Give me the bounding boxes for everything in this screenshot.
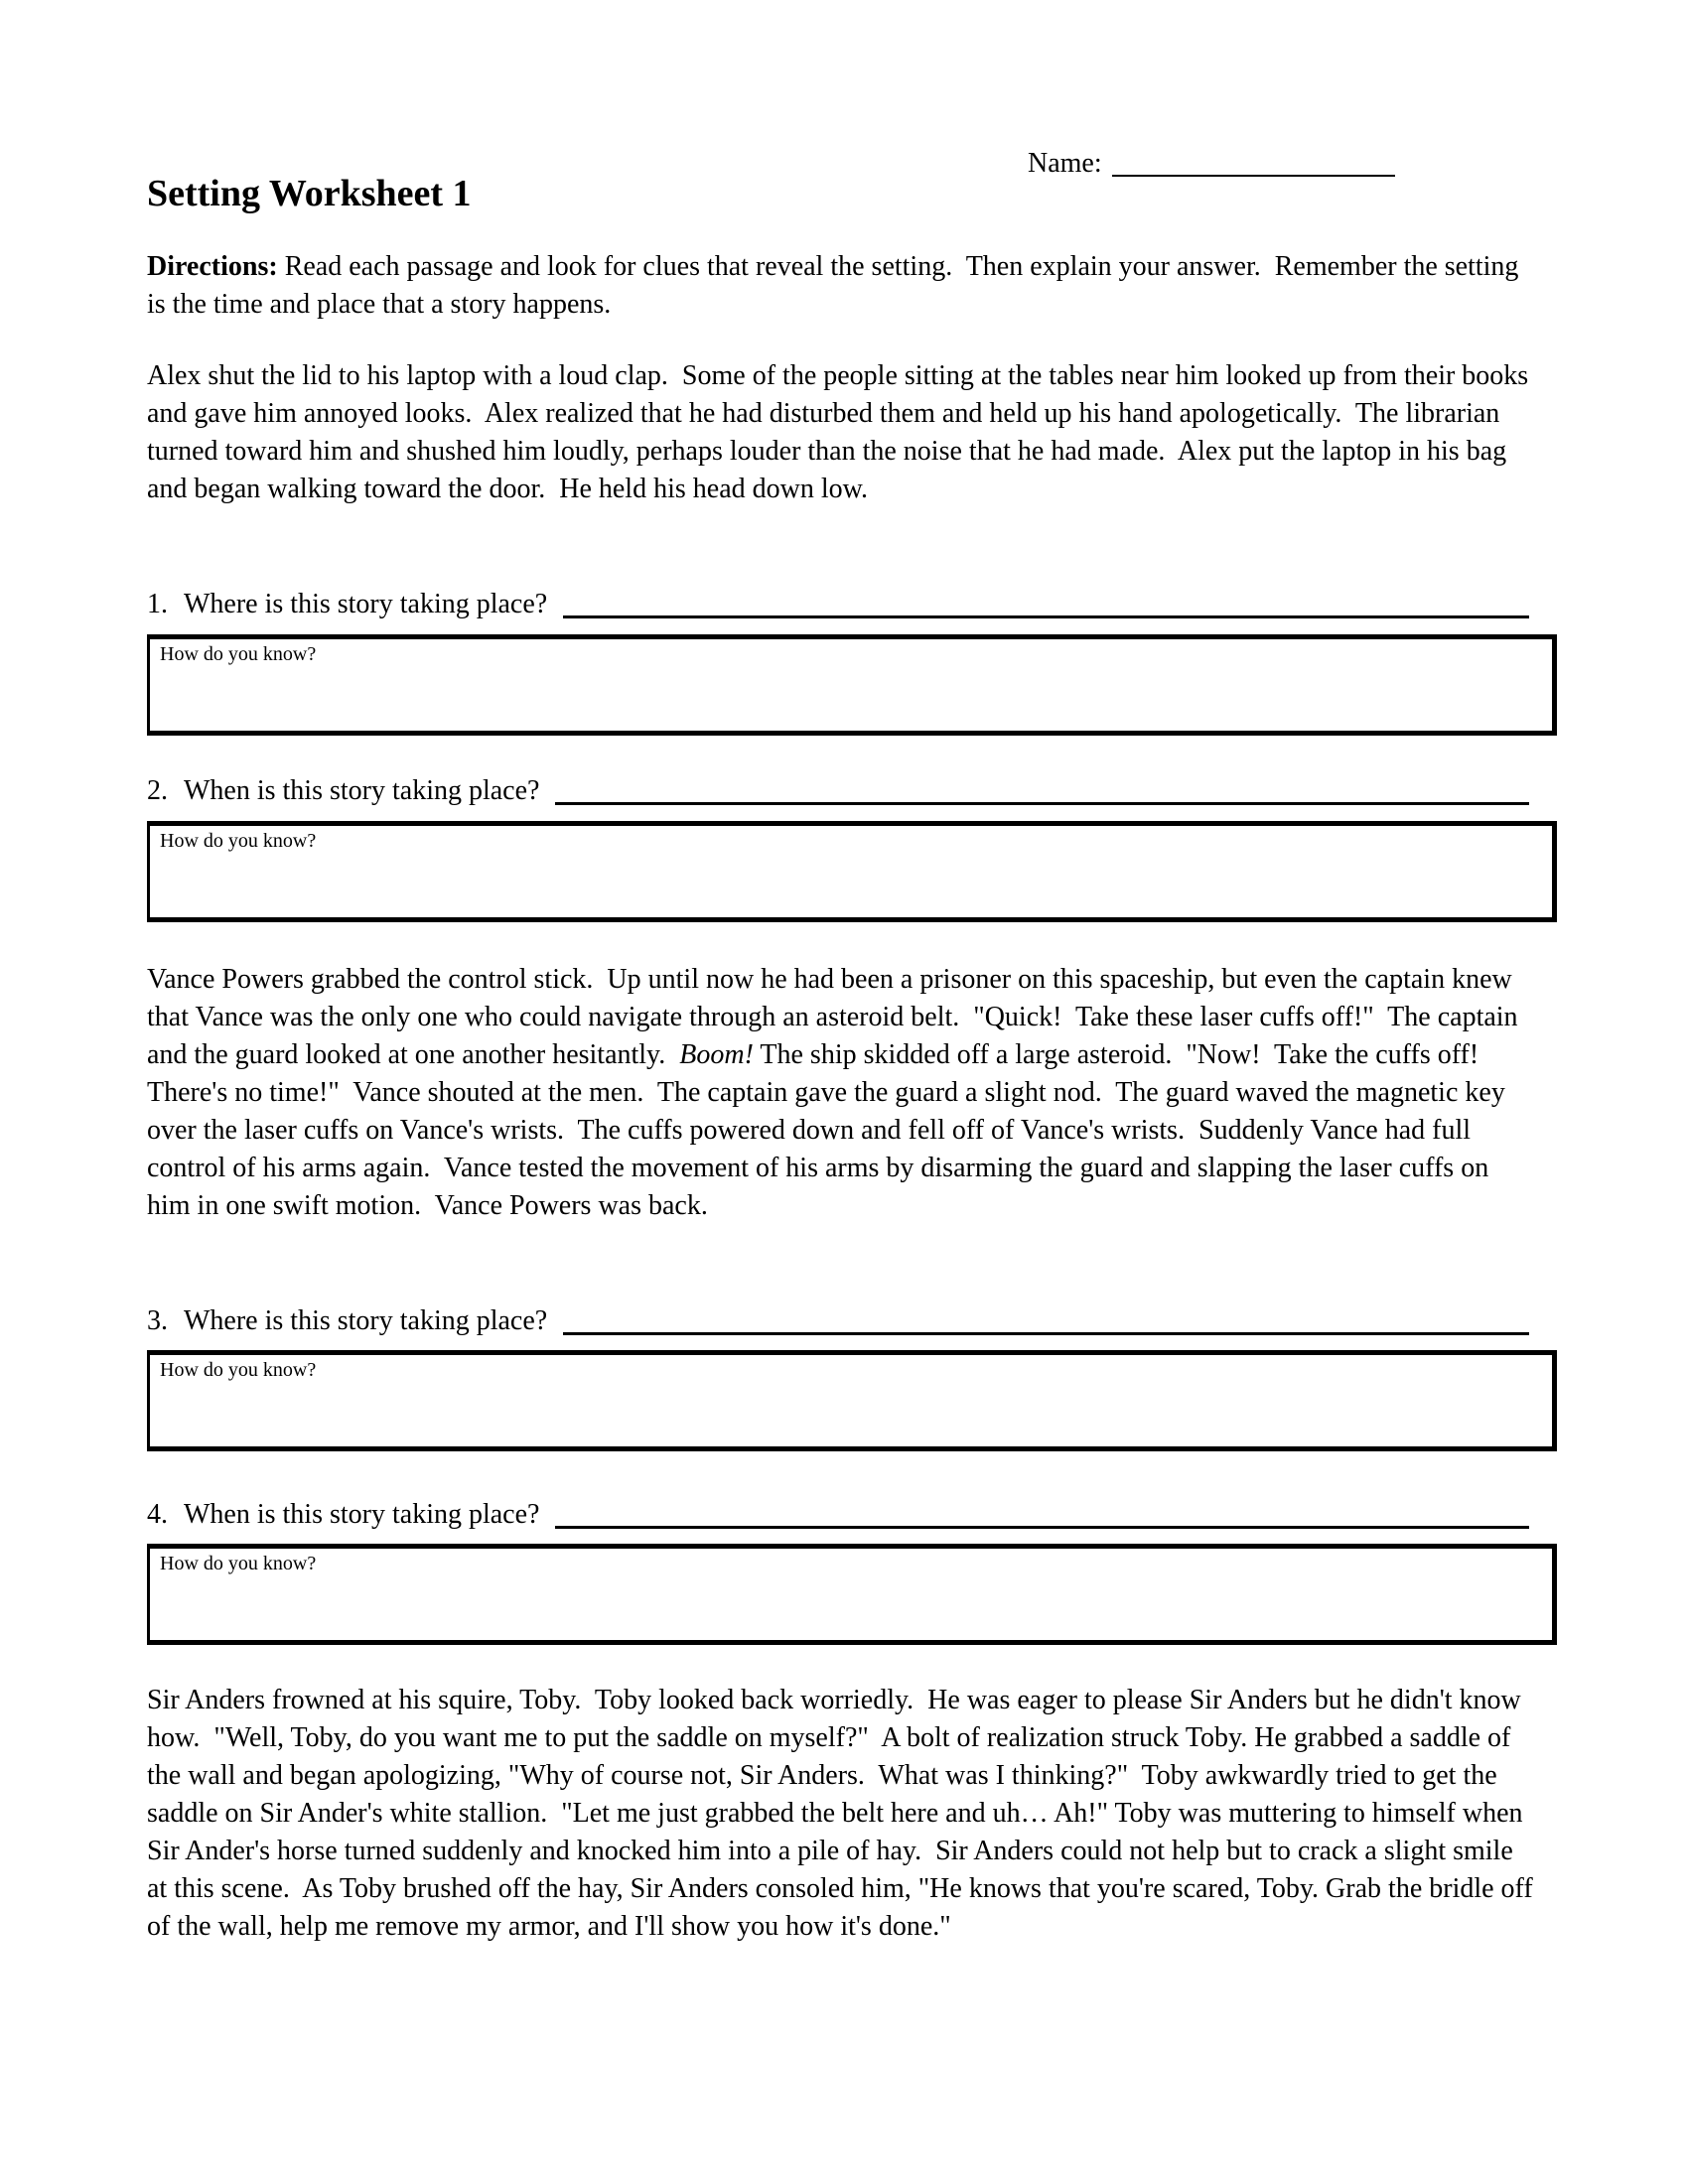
question-2-number: 2. <box>147 775 168 806</box>
question-3 <box>147 1302 1529 1340</box>
question-1 <box>147 586 1529 623</box>
answer-box-3[interactable] <box>147 1350 1557 1451</box>
page-title: Setting Worksheet 1 <box>147 173 472 214</box>
question-2-text: When is this story taking place? <box>184 775 540 806</box>
name-label: Name: <box>1028 148 1102 179</box>
how-do-you-know-label: How do you know? <box>160 830 317 852</box>
answer-box-2[interactable] <box>147 821 1557 922</box>
answer-box-4[interactable] <box>147 1544 1557 1645</box>
directions-label: Directions: <box>147 251 278 282</box>
answer-box-1[interactable] <box>147 634 1557 736</box>
question-3-text: Where is this story taking place? <box>184 1305 548 1336</box>
question-1-answer-line[interactable] <box>563 586 1529 618</box>
directions <box>147 248 1537 324</box>
passage-2-text-after: The ship skidded off a large asteroid. "Now! Take the cuffs off! There's no time!" Vance shouted at the men. The captain gave the guard a slight nod. The guard waved the magnetic key over the laser cuffs on Vance's wrists. The cuffs powered down and fell off of Vance's wrists. Suddenly Vance had full control of his arms again. Vance tested the movement of his arms by disarming the guard and slapping the laser cuffs on him in one swift motion. Vance Powers was back. <box>147 1039 1512 1221</box>
passage-2-text-before: Vance Powers grabbed the control stick. Up until now he had been a prisoner on this spaceship, but even the captain knew that Vance was the only one who could navigate through an asteroid belt. "Quick! Take these laser cuffs off!" The captain and the guard looked at one another hesitantly. <box>147 964 1525 1070</box>
passage-2-boom-italic: Boom! <box>679 1039 754 1070</box>
name-row <box>1028 145 1395 183</box>
how-do-you-know-label: How do you know? <box>160 643 317 665</box>
passage-1: Alex shut the lid to his laptop with a loud clap. Some of the people sitting at the tables near him looked up from their books and gave him annoyed looks. Alex realized that he had disturbed them and held up his hand apologetically. The librarian turned toward him and shushed him loudly, perhaps louder than the noise that he had made. Alex put the laptop in his bag and began walking toward the door. He held his head down low. <box>147 360 1536 504</box>
question-4-answer-line[interactable] <box>555 1496 1529 1529</box>
question-3-number: 3. <box>147 1305 168 1336</box>
how-do-you-know-label: How do you know? <box>160 1359 317 1381</box>
question-4-text: When is this story taking place? <box>184 1499 540 1530</box>
how-do-you-know-label: How do you know? <box>160 1553 317 1574</box>
question-1-number: 1. <box>147 589 168 619</box>
name-fill-in-line[interactable] <box>1112 145 1395 177</box>
directions-text: Read each passage and look for clues that reveal the setting. Then explain your answer. Remember the setting is the time and place that a story happens. <box>147 251 1526 320</box>
passage-3: Sir Anders frowned at his squire, Toby. Toby looked back worriedly. He was eager to please Sir Anders but he didn't know how. "Well, Toby, do you want me to put the saddle on myself?" A bolt of realization struck Toby. He grabbed a saddle of the wall and began apologizing, "Why of course not, Sir Anders. What was I thinking?" Toby awkwardly tried to get the saddle on Sir Ander's white stallion. "Let me just grabbed the belt here and uh… Ah!" Toby was muttering to himself when Sir Ander's horse turned suddenly and knocked him into a pile of hay. Sir Anders could not help but to crack a slight smile at this scene. As Toby brushed off the hay, Sir Anders consoled him, "He knows that you're scared, Toby. Grab the bridle off of the wall, help me remove my armor, and I'll show you how it's done." <box>147 1685 1540 1942</box>
question-4-number: 4. <box>147 1499 168 1530</box>
question-3-answer-line[interactable] <box>563 1302 1529 1335</box>
question-1-text: Where is this story taking place? <box>184 589 548 619</box>
passage-2 <box>147 961 1537 1225</box>
question-2 <box>147 772 1529 810</box>
question-4 <box>147 1496 1529 1534</box>
question-2-answer-line[interactable] <box>555 772 1529 805</box>
